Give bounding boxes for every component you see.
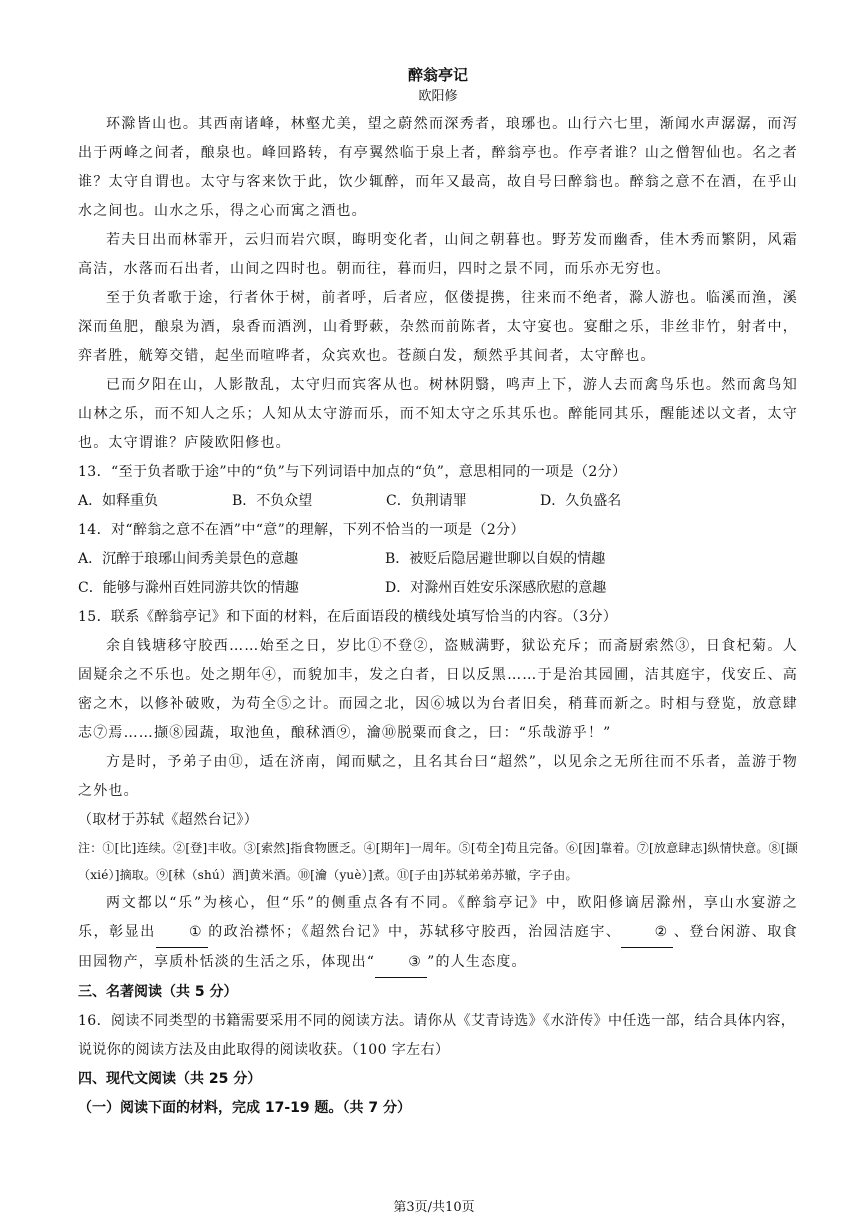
option-14-b: B．被贬后隐居避世聊以自娱的情趣 xyxy=(385,551,606,567)
section-4-heading: 四、现代文阅读（共 25 分） xyxy=(78,1071,262,1087)
answer-blank-2[interactable]: ② xyxy=(621,918,673,948)
question-13-options xyxy=(78,487,798,516)
fill-text-d: ”的人生态度。 xyxy=(427,954,527,970)
question-13-stem: 13．“至于负者歌于途”中的“负”与下列词语中加点的“负”，意思相同的一项是（2分） xyxy=(78,464,627,480)
material-source: （取材于苏轼《超然台记》） xyxy=(78,812,259,828)
fill-text-c: 、登台闲游、取食田园物产，享质朴恬淡的生活之乐，体现出“ xyxy=(78,924,798,970)
question-14-options-row-1 xyxy=(78,545,798,574)
material-paragraph-1: 余自钱塘移守胶西……始至之日，岁比①不登②，盗贼满野，狱讼充斥；而斋厨索然③，日食杞菊。人固疑余之不乐也。处之期年④，而貌加丰，发之白者，日以反黑……于是治其园圃，洁其庭宇，伐安丘、高密之木，以修补破败，为苟全⑤之计。而园之北，因⑥城以为台者旧矣，稍葺而新之。时相与登览，放意肆志⑦焉……撷⑧园蔬，取池鱼，酿秫酒⑨，瀹⑩脱粟而食之，曰：“乐哉游乎！” xyxy=(78,638,798,741)
option-13-b: B．不负众望 xyxy=(232,493,313,509)
material-paragraph-2: 方是时，予弟子由⑪，适在济南，闻而赋之，且名其台曰“超然”，以见余之无所往而不乐者，盖游于物之外也。 xyxy=(78,754,798,799)
answer-blank-1[interactable]: ① xyxy=(156,918,208,948)
essay-title: 醉翁亭记 xyxy=(407,66,468,84)
section-3-heading: 三、名著阅读（共 5 分） xyxy=(78,984,238,1000)
essay-author: 欧阳修 xyxy=(418,89,458,104)
fill-text-b: 的政治襟怀；《超然台记》中，苏轼移守胶西，治园洁庭宇、 xyxy=(207,924,622,940)
page-footer: 第3页/共10页 xyxy=(393,1200,475,1215)
option-14-d: D．对滁州百姓安乐深感欣慰的意趣 xyxy=(385,580,607,596)
option-13-d: D．久负盛名 xyxy=(540,493,622,509)
option-13-c: C．负荆请罪 xyxy=(386,493,467,509)
passage-paragraph-2: 若夫日出而林霏开，云归而岩穴暝，晦明变化者，山间之朝暮也。野芳发而幽香，佳木秀而繁阴，风霜高洁，水落而石出者，山间之四时也。朝而往，暮而归，四时之景不同，而乐亦无穷也。 xyxy=(78,232,798,277)
passage-paragraph-1: 环滁皆山也。其西南诸峰，林壑尤美，望之蔚然而深秀者，琅琊也。山行六七里，渐闻水声潺潺，而泻出于两峰之间者，酿泉也。峰回路转，有亭翼然临于泉上者，醉翁亭也。作亭者谁？山之僧智仙也。名之者谁？太守自谓也。太守与客来饮于此，饮少辄醉，而年又最高，故自号曰醉翁也。醉翁之意不在酒，在乎山水之间也。山水之乐，得之心而寓之酒也。 xyxy=(78,116,798,219)
option-13-a: A．如释重负 xyxy=(78,493,159,509)
question-14-stem: 14．对“醉翁之意不在酒”中“意”的理解，下列不恰当的一项是（2分） xyxy=(78,522,525,538)
section-4-subheading: （一）阅读下面的材料，完成 17-19 题。（共 7 分） xyxy=(78,1100,412,1116)
passage-paragraph-4: 已而夕阳在山，人影散乱，太守归而宾客从也。树林阴翳，鸣声上下，游人去而禽鸟乐也。然而禽鸟知山林之乐，而不知人之乐；人知从太守游而乐，而不知太守之乐其乐也。醉能同其乐，醒能述以文者，太守也。太守谓谁？庐陵欧阳修也。 xyxy=(78,377,798,451)
passage-paragraph-3: 至于负者歌于途，行者休于树，前者呼，后者应，伛偻提携，往来而不绝者，滁人游也。临溪而渔，溪深而鱼肥，酿泉为酒，泉香而酒洌，山肴野蔌，杂然而前陈者，太守宴也。宴酣之乐，非丝非竹，射者中，弈者胜，觥筹交错，起坐而喧哗者，众宾欢也。苍颜白发，颓然乎其间者，太守醉也。 xyxy=(78,290,798,364)
option-14-a: A．沉醉于琅琊山间秀美景色的意趣 xyxy=(78,551,299,567)
material-notes: 注：①[比]连续。②[登]丰收。③[索然]指食物匮乏。④[期年]一周年。⑤[苟全]苟且完备。⑥[因]靠着。⑦[放意肆志]纵情快意。⑧[撷（xié）]摘取。⑨[秫（shú）酒]黄米酒。⑩[瀹（yuè）]煮。⑪[子由]苏轼弟弟苏辙，字子由。 xyxy=(78,841,798,882)
fill-text-a: 两文都以“乐”为核心，但“乐”的侧重点各有不同。《醉翁亭记》中，欧阳修谪居滁州，享山水宴游之乐，彰显出 xyxy=(78,895,798,940)
answer-blank-3[interactable]: ③ xyxy=(375,948,427,978)
fill-in-paragraph xyxy=(78,889,798,978)
question-16: 16．阅读不同类型的书籍需要采用不同的阅读方法。请你从《艾青诗选》《水浒传》中任选一部，结合具体内容，说说你的阅读方法及由此取得的阅读收获。（100 字左右） xyxy=(78,1013,796,1058)
option-14-c: C．能够与滁州百姓同游共饮的情趣 xyxy=(78,580,299,596)
question-14-options-row-2 xyxy=(78,574,798,603)
question-15-stem: 15．联系《醉翁亭记》和下面的材料，在后面语段的横线处填写恰当的内容。（3分） xyxy=(78,609,618,625)
